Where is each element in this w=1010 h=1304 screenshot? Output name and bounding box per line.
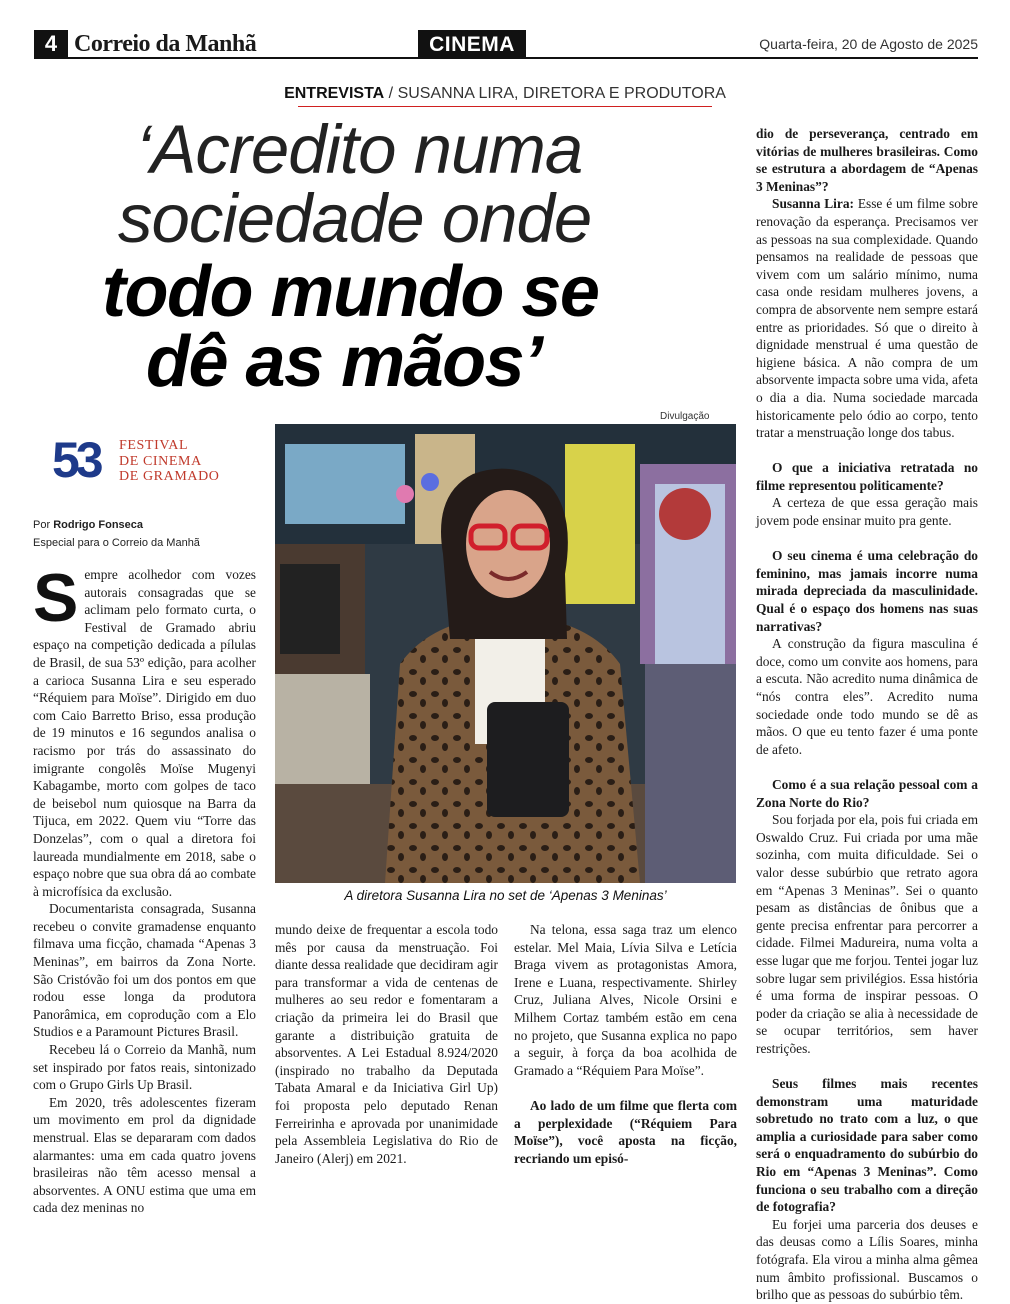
paragraph: mundo deixe de frequentar a escola todo mês por causa da menstruação. Foi diante dessa realidade que decidiram agir para transformar a vida de centenas de mulheres ao seu redor e fomentaram a criação da primeira lei do Brasil que garante a distribuição gratuita de absorventes. A Lei Estadual 8.924/2020 (inspirado no trabalho da Deputada Tabata Amaral e da Iniciativa Girl Up) foi proposta pelo deputado Renan Ferreirinha e aprovada por unanimidade pela Assembleia Legislativa do Rio de Janeiro (Alerj) em 2021.	[275, 922, 498, 1166]
kicker-subject: SUSANNA LIRA, DIRETORA E PRODUTORA	[397, 85, 726, 102]
kicker-label: ENTREVISTA	[284, 85, 385, 102]
page-number: 4	[34, 30, 68, 58]
interview-question: O que a iniciativa retratada no filme representou politicamente?	[756, 460, 978, 493]
paragraph: Recebeu lá o Correio da Manhã, num set inspirado por fatos reais, sintonizado com o Grupo Girls Up Brasil.	[33, 1042, 256, 1093]
interview-question: Seus filmes mais recentes demonstram uma maturidade sobretudo no trato com a luz, o que amplia a curiosidade para saber como será o enquadramento do subúrbio do Rio em “Apenas 3 Meninas”. Como funciona o seu trabalho com a direção de fotografia?	[756, 1076, 978, 1215]
interview-question: Como é a sua relação pessoal com a Zona Norte do Rio?	[756, 776, 978, 810]
paragraph: Na telona, essa saga traz um elenco estelar. Mel Maia, Lívia Silva e Letícia Braga vivem as protagonistas Amora, Irene e Luana, respectivamente. Shirley Cruz, Juliana Alves, Nicole Orsini e Milhem Cortaz também estão em cena no projeto, que Susanna explica no papo a seguir, à força da boa acolhida de Gramado a “Réquiem Para Moïse”.	[514, 922, 737, 1078]
article-column-2	[275, 921, 498, 1167]
paragraph: Documentarista consagrada, Susanna recebeu o convite gramadense enquanto filmava uma ficção, chamada “Apenas 3 Meninas”, em bairros da Zona Norte. São Cristóvão foi um dos pontos em que rodou esse longa da produtora Panorâmica, em coprodução com a Elo Studios e a Paramount Pictures Brasil.	[33, 901, 256, 1040]
article-column-3	[514, 921, 737, 1167]
answer-text: Esse é um filme sobre renovação da esperança. Precisamos ver as pessoas na sua complexidade. Quando pensamos na realidade de pessoas que vivem com um salário mínimo, numa casa onde residam mulheres jovens, a compra de absorvente nem sempre estará entre as prioridades. Só que o direito à dignidade menstrual é uma questão de higiene básica. A não compra de um absorvente impacta sobre uma vida, afeta o dia a dia. Numa sociedade marcada historicamente pelo ódio ao corpo, tento tratar a menstruação longe dos tabus.	[756, 196, 978, 441]
photo-credit: Divulgação	[660, 411, 710, 422]
byline-role: Especial para o Correio da Manhã	[33, 537, 200, 549]
byline	[33, 516, 200, 552]
headline-line-1: ‘Acredito numa	[136, 111, 583, 188]
byline-prefix: Por	[33, 519, 54, 531]
article-column-4	[756, 125, 978, 1304]
headline-line-3: todo mundo se	[102, 252, 599, 332]
interview-answer: A certeza de que essa geração mais jovem pode ensinar muito pra gente.	[756, 495, 978, 529]
interview-answer	[756, 195, 978, 441]
lead-paragraph-text: empre acolhedor com vozes autorais consagradas que se aclimam pelo formato curta, o Festival de Gramado abriu espaço na competição dedicada a pílulas de Brasil, de sua 53º edição, para acolher a carioca Susanna Lira e seu esperado “Réquiem para Moïse”. Dirigido em duo com Caio Barretto Briso, essa produção de 19 minutos e 16 segundos analisa o racismo por trás do assassinato do imigrante congolês Moïse Mugenyi Kabagambe, morto com golpes de taco de beisebol num quiosque na Barra da Tijuca, em 2022. Quem viu “Torre das Donzelas”, com o qual a diretora foi laureada mundialmente em 2018, sabe o espaço nobre que sua obra dá ao combate à microfísica da exclusão.	[33, 567, 256, 899]
byline-author: Rodrigo Fonseca	[53, 519, 144, 531]
lead-paragraph	[33, 560, 256, 900]
kicker-underline	[298, 106, 712, 107]
interview-answer: A construção da figura masculina é doce, como um convite aos homens, para a escuta. Não acredito numa dinâmica de “nós contra eles”. Acredito numa sociedade onde todo mundo se dê as mãos. O que eu tento fazer é uma ponte de afeto.	[756, 636, 978, 757]
interview-answer: Eu forjei uma parceria dos deuses e das deusas como a Lílis Soares, minha fotógrafa. Ela virou a minha alma gêmea num âmbito profissional. Buscamos o brilho que as pessoas do subúrbio têm.	[756, 1216, 978, 1303]
festival-logo-line-1: FESTIVAL	[119, 438, 189, 453]
drop-cap: S	[33, 560, 79, 636]
article-photo	[275, 424, 736, 883]
photo-illustration	[275, 424, 736, 883]
photo-caption: A diretora Susanna Lira no set de ‘Apenas 3 Meninas’	[344, 888, 667, 903]
festival-logo-line-3: DE GRAMADO	[119, 469, 220, 484]
kicker-separator: /	[384, 85, 398, 102]
interview-question: Ao lado de um filme que flerta com a perplexidade (“Réquiem Para Moïse”), você aposta na ficção, recriando um episó-	[514, 1097, 737, 1166]
headline-line-2: sociedade onde	[118, 180, 592, 257]
interview-question: O seu cinema é uma celebração do feminino, mas jamais incorre numa mirada depreciada da masculinidade. Qual é o espaço dos homens nas suas narrativas?	[756, 548, 978, 634]
newspaper-name: Correio da Manhã	[74, 31, 257, 57]
interview-answer: Sou forjada por ela, pois fui criada em Oswaldo Cruz. Fui criada por uma mãe sozinha, com muita dificuldade. Sei o valor desse subúrbio que retrato agora em “Apenas 3 Meninas”. Sei o quanto pesam as distâncias de ônibus que a gente precisa enfrentar para percorrer a cidade. Filmei Madureira, numa volta a esse lugar que me forjou. Tentei jogar luz sobre lugar sem privilégios. Essa história é uma forma de inspirar pessoas. O poder da criação se alia à necessidade de se ocupar territórios, sem haver restrições.	[756, 812, 978, 1056]
header-rule	[34, 57, 978, 59]
interview-question-continued: dio de perseverança, centrado em vitórias de mulheres brasileiras. Como se estrutura a abordagem de “Apenas 3 Meninas”?	[756, 126, 978, 194]
festival-logo-number: 53	[52, 432, 100, 488]
paragraph: Em 2020, três adolescentes fizeram um movimento em prol da dignidade menstrual. Elas se depararam com dados alarmantes: uma em cada quatro jovens brasileiras não têm acesso mensal a absorventes. A ONU estima que uma em cada dez meninas no	[33, 1094, 256, 1216]
kicker	[0, 85, 1010, 103]
section-label: CINEMA	[418, 30, 526, 58]
festival-logo-line-2: DE CINEMA	[119, 453, 202, 469]
headline-line-4: dê as mãos’	[146, 322, 542, 402]
festival-logo-text	[119, 438, 220, 485]
publication-date: Quarta-feira, 20 de Agosto de 2025	[759, 36, 978, 52]
article-column-1	[33, 560, 256, 1217]
answer-speaker: Susanna Lira:	[772, 196, 854, 212]
